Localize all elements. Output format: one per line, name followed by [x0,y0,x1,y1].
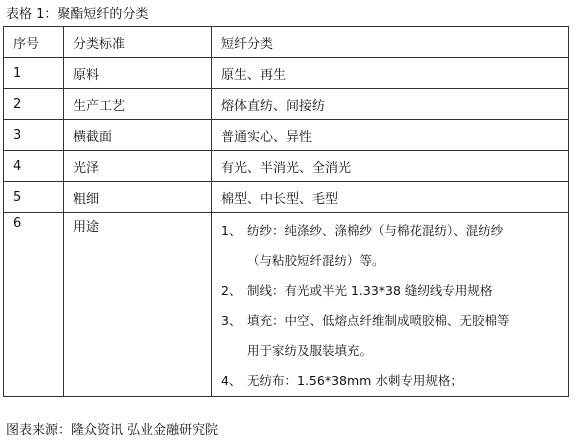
uses-item [221,216,568,246]
uses-item-text: 制线：有光或半光 1.33*38 缝纫线专用规格 [247,283,493,298]
cell-no: 4 [4,151,64,182]
header-cell-no: 序号 [4,27,64,58]
cell-types: 棉型、中长型、毛型 [212,182,569,213]
cell-standard: 横截面 [64,120,212,151]
cell-types: 熔体直纺、间接纺 [212,89,569,120]
uses-item-number: 2、 [221,283,242,298]
uses-item-text: 填充：中空、低熔点纤维制成喷胶棉、无胶棉等 [247,313,510,328]
uses-item [221,366,568,396]
uses-item-number: 1、 [221,223,242,238]
classification-table [3,26,569,397]
cell-no: 3 [4,120,64,151]
cell-types: 有光、半消光、全消光 [212,151,569,182]
cell-no: 6 [4,213,64,397]
cell-standard: 光泽 [64,151,212,182]
table-row [4,151,569,182]
table-row [4,89,569,120]
cell-standard: 用途 [64,213,212,397]
cell-no: 1 [4,58,64,89]
uses-item-number: 3、 [221,313,242,328]
table-row [4,58,569,89]
cell-types: 原生、再生 [212,58,569,89]
table-caption: 表格 1：聚酯短纤的分类 [6,7,149,22]
uses-item-continuation: 用于家纺及服装填充。 [247,343,373,358]
table-row [4,120,569,151]
cell-no: 5 [4,182,64,213]
uses-item-number: 4、 [221,373,242,388]
uses-item [221,276,568,306]
source-note: 图表来源：隆众资讯 弘业金融研究院 [6,423,219,438]
table-row-uses [4,213,569,397]
cell-standard: 生产工艺 [64,89,212,120]
cell-no: 2 [4,89,64,120]
uses-item-text: 纺纱：纯涤纱、涤棉纱（与棉花混纺）、混纺纱 [247,223,504,238]
header-cell-types: 短纤分类 [212,27,569,58]
cell-standard: 原料 [64,58,212,89]
uses-item-text: 无纺布：1.56*38mm 水刺专用规格； [247,373,463,388]
header-cell-standard: 分类标准 [64,27,212,58]
uses-item-continuation: （与粘胶短纤混纺）等。 [247,253,385,268]
table-header-row [4,27,569,58]
cell-standard: 粗细 [64,182,212,213]
cell-types: 普通实心、异性 [212,120,569,151]
cell-uses [212,213,569,397]
table-row [4,182,569,213]
uses-list [221,216,568,396]
uses-item [221,306,568,336]
